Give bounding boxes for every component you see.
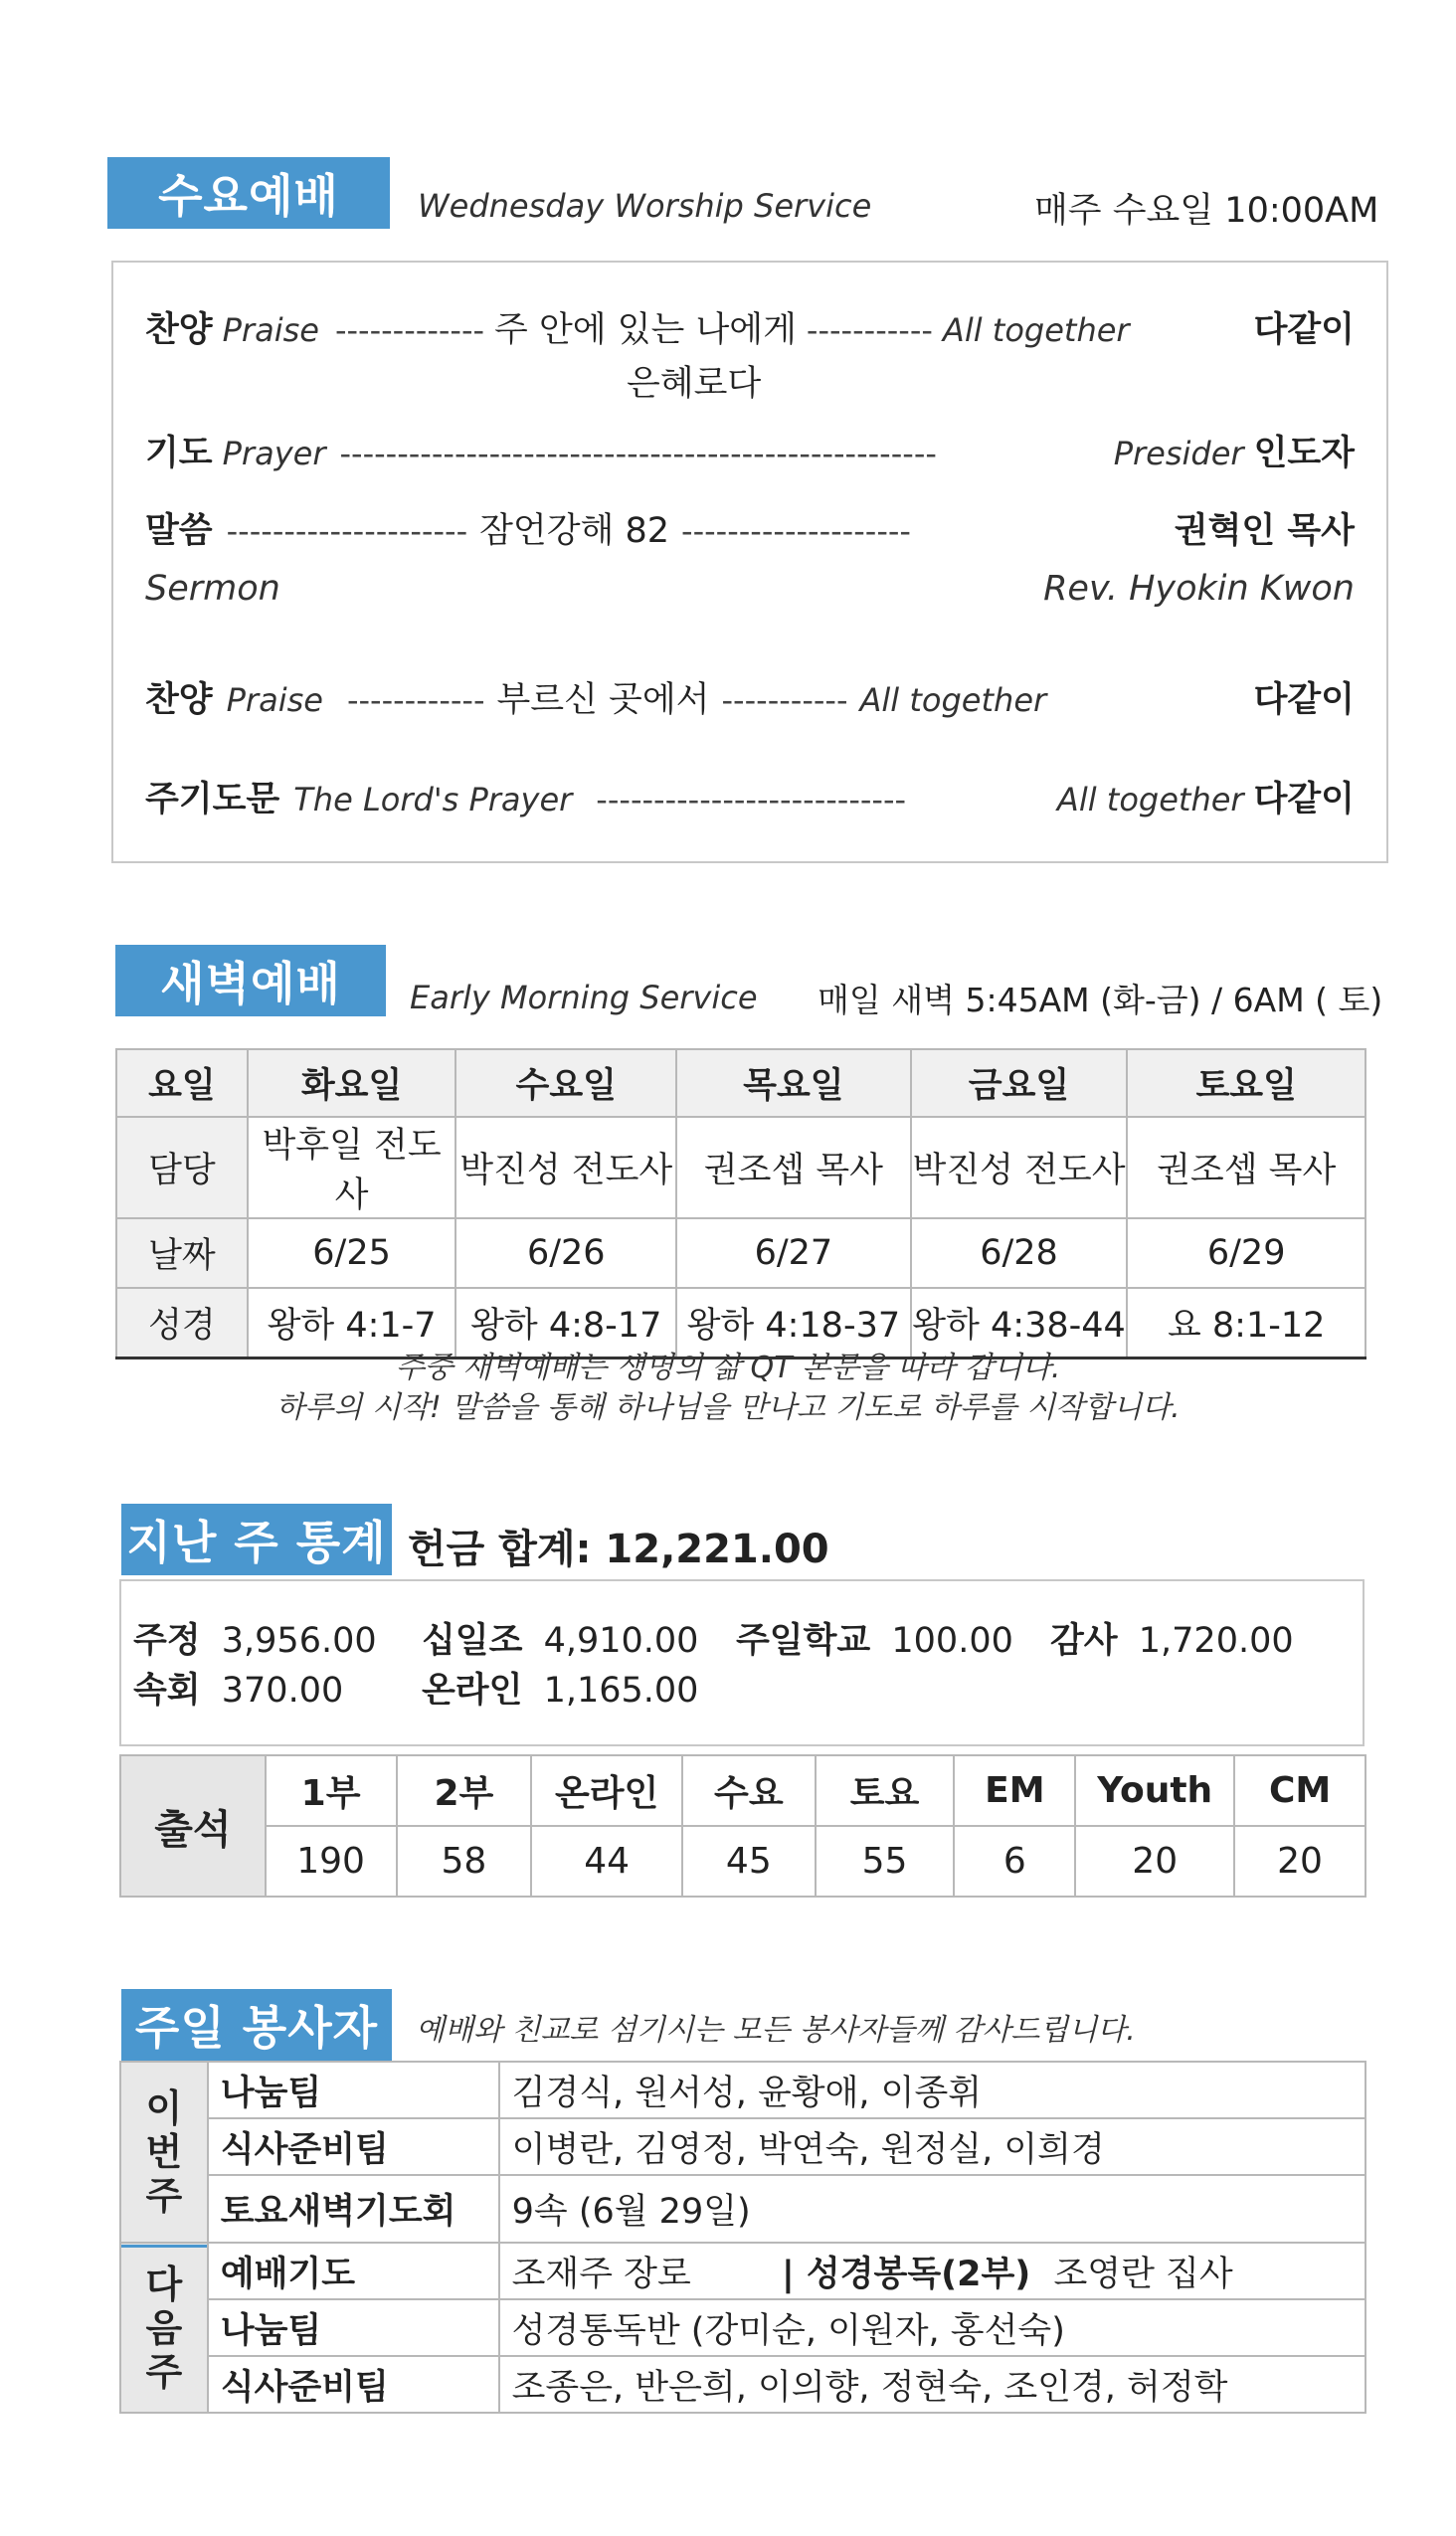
offering-label: 십일조 <box>422 1621 523 1661</box>
scripture-reader: 조영란 집사 <box>1053 2254 1233 2294</box>
table-row <box>120 2243 1365 2299</box>
table-cell: 권조셉 목사 <box>676 1117 911 1218</box>
order-label-en: Praise <box>226 681 323 719</box>
team-name: 나눔팀 <box>208 2299 499 2356</box>
order-role-en: Presider <box>1113 435 1244 472</box>
table-cell: 20 <box>1234 1826 1365 1897</box>
dash-leader: -------------------- <box>681 512 911 550</box>
dawn-note-1: 주중 새벽예배는 생명의 삶 QT 본문을 따라 갑니다. <box>395 1351 1061 1385</box>
order-row-prayer <box>145 426 1355 475</box>
table-cell: 190 <box>266 1826 397 1897</box>
header-cell: Youth <box>1075 1755 1234 1826</box>
this-week-label <box>120 2062 208 2243</box>
header-cell: EM <box>954 1755 1075 1826</box>
team-members: 성경통독반 (강미순, 이원자, 홍선숙) <box>499 2299 1365 2356</box>
table-cell: 20 <box>1075 1826 1234 1897</box>
stats-title: 지난 주 통계 <box>121 1504 392 1575</box>
order-role: 다같이 <box>1253 780 1355 819</box>
dash-leader: ----------- <box>806 311 933 349</box>
offering-value: 1,165.00 <box>543 1671 699 1711</box>
offering-value: 1,720.00 <box>1138 1621 1294 1661</box>
table-header-row <box>116 1049 1365 1117</box>
offering-label: 주일학교 <box>736 1621 871 1661</box>
hymn-title: 주 안에 있는 나에게 <box>494 310 797 350</box>
order-role-en: All together <box>942 311 1130 349</box>
label-char: 음 <box>145 2305 183 2350</box>
order-label-en: Prayer <box>222 435 326 472</box>
team-members: 이병란, 김영정, 박연숙, 원정실, 이희경 <box>499 2118 1365 2175</box>
offering-item <box>133 1613 377 1663</box>
order-row-sermon-en <box>145 569 1355 609</box>
table-cell: 58 <box>397 1826 532 1897</box>
header-cell: 토요 <box>816 1755 955 1826</box>
header-cell: 수요일 <box>455 1049 676 1117</box>
dawn-schedule-table <box>115 1048 1366 1359</box>
table-cell: 왕하 4:38-44 <box>911 1288 1128 1359</box>
table-cell: 박후일 전도사 <box>248 1117 456 1218</box>
offering-label: 온라인 <box>422 1671 523 1711</box>
team-name: 예배기도 <box>208 2243 499 2299</box>
label-char: 이 <box>145 2086 183 2130</box>
table-row <box>120 2299 1365 2356</box>
table-row <box>120 2062 1365 2118</box>
volunteers-subtitle: 예배와 친교로 섬기시는 모든 봉사자들께 감사드립니다. <box>416 2013 1136 2048</box>
table-row <box>120 2118 1365 2175</box>
offering-item <box>422 1613 698 1663</box>
sermon-title: 잠언강해 82 <box>479 511 670 551</box>
dash-leader: --------------------------- <box>596 781 907 818</box>
table-cell: 6 <box>954 1826 1075 1897</box>
order-row-praise-2 <box>145 672 1355 722</box>
order-label: 찬양 <box>145 680 213 720</box>
table-cell: 요 8:1-12 <box>1127 1288 1365 1359</box>
offering-item <box>1050 1613 1294 1663</box>
section-divider <box>121 2245 207 2248</box>
offering-label: 속회 <box>133 1671 201 1711</box>
volunteers-title: 주일 봉사자 <box>121 1989 392 2061</box>
table-row <box>120 2175 1365 2243</box>
table-cell: 6/29 <box>1127 1218 1365 1288</box>
attendance-label: 출석 <box>120 1755 266 1897</box>
offering-label: 주정 <box>133 1621 201 1661</box>
table-cell: 55 <box>816 1826 955 1897</box>
header-cell: 온라인 <box>531 1755 682 1826</box>
order-label: 찬양 <box>145 310 213 350</box>
table-cell: 6/28 <box>911 1218 1128 1288</box>
label-char: 다 <box>145 2262 183 2306</box>
dash-leader: ------------- <box>334 311 485 349</box>
attendance-table <box>119 1754 1366 1898</box>
table-cell: 6/26 <box>455 1218 676 1288</box>
table-cell: 45 <box>682 1826 816 1897</box>
order-role: 다같이 <box>1253 310 1355 350</box>
table-cell: 6/27 <box>676 1218 911 1288</box>
table-cell: 44 <box>531 1826 682 1897</box>
dawn-title: 새벽예배 <box>115 945 386 1016</box>
order-label: 주기도문 <box>145 780 280 819</box>
order-role-en: All together <box>1056 781 1244 818</box>
row-label: 담당 <box>116 1117 248 1218</box>
volunteers-table <box>119 2061 1366 2414</box>
prayer-leader: 조재주 장로 <box>511 2254 691 2294</box>
offering-item <box>422 1663 698 1713</box>
row-label: 성경 <box>116 1288 248 1359</box>
order-label-en: The Lord's Prayer <box>293 781 573 818</box>
hymn-title-continued: 은혜로다 <box>627 364 762 404</box>
offering-value: 3,956.00 <box>221 1621 377 1661</box>
scripture-reading-label: | 성경봉독(2부) <box>781 2254 1031 2294</box>
team-members: 김경식, 원서성, 윤황애, 이종휘 <box>499 2062 1365 2118</box>
table-cell: 권조셉 목사 <box>1127 1117 1365 1218</box>
preacher-en: Rev. Hyokin Kwon <box>1043 569 1355 609</box>
table-cell: 6/25 <box>248 1218 456 1288</box>
preacher: 권혁인 목사 <box>1174 511 1355 551</box>
table-row <box>116 1218 1365 1288</box>
dash-leader: ------------ <box>346 681 485 719</box>
order-label: 기도 <box>145 434 213 473</box>
offering-label: 감사 <box>1050 1621 1118 1661</box>
team-name: 식사준비팀 <box>208 2356 499 2413</box>
dash-leader: ---------------------------------------------------- <box>339 435 937 472</box>
wednesday-subtitle: Wednesday Worship Service <box>418 187 872 225</box>
table-cell: 박진성 전도사 <box>911 1117 1128 1218</box>
order-role-en: All together <box>859 681 1047 719</box>
next-week-label <box>120 2243 208 2413</box>
header-cell: 토요일 <box>1127 1049 1365 1117</box>
dash-leader: ----------- <box>721 681 848 719</box>
team-members: 9속 (6월 29일) <box>499 2175 1365 2243</box>
header-cell: 금요일 <box>911 1049 1128 1117</box>
offering-value: 100.00 <box>891 1621 1013 1661</box>
wednesday-title: 수요예배 <box>107 157 390 229</box>
team-members: 조종은, 반은희, 이의향, 정현숙, 조인경, 허정학 <box>499 2356 1365 2413</box>
label-char: 주 <box>145 2174 183 2218</box>
dawn-time: 매일 새벽 5:45AM (화-금) / 6AM ( 토) <box>818 981 1383 1019</box>
offering-value: 370.00 <box>221 1671 344 1711</box>
attendance-header-row <box>120 1755 1365 1826</box>
header-cell: 2부 <box>397 1755 532 1826</box>
attendance-value-row <box>120 1826 1365 1897</box>
table-cell: 왕하 4:8-17 <box>455 1288 676 1359</box>
dawn-subtitle: Early Morning Service <box>410 979 758 1016</box>
order-role: 인도자 <box>1253 434 1355 473</box>
table-row <box>116 1117 1365 1218</box>
header-cell: 목요일 <box>676 1049 911 1117</box>
order-label-en: Praise <box>222 311 319 349</box>
header-cell: CM <box>1234 1755 1365 1826</box>
team-members <box>499 2243 1365 2299</box>
table-cell: 박진성 전도사 <box>455 1117 676 1218</box>
order-row-sermon <box>145 503 1355 553</box>
header-cell: 화요일 <box>248 1049 456 1117</box>
header-cell: 요일 <box>116 1049 248 1117</box>
table-cell: 왕하 4:18-37 <box>676 1288 911 1359</box>
order-role: 다같이 <box>1253 680 1355 720</box>
order-label: 말씀 <box>145 511 213 551</box>
sermon-label-en: Sermon <box>145 569 280 609</box>
dawn-note-2: 하루의 시작! 말씀을 통해 하나님을 만나고 기도로 하루를 시작합니다. <box>275 1390 1181 1425</box>
team-name: 토요새벽기도회 <box>208 2175 499 2243</box>
hymn-title: 부르신 곳에서 <box>496 680 710 720</box>
offering-value: 4,910.00 <box>543 1621 699 1661</box>
team-name: 나눔팀 <box>208 2062 499 2118</box>
order-row-lords-prayer <box>145 772 1355 821</box>
label-char: 번 <box>145 2130 183 2174</box>
table-cell: 왕하 4:1-7 <box>248 1288 456 1359</box>
row-label: 날짜 <box>116 1218 248 1288</box>
order-row-praise-1 <box>145 302 1355 352</box>
header-cell: 수요 <box>682 1755 816 1826</box>
wednesday-time: 매주 수요일 10:00AM <box>1034 191 1379 231</box>
team-name: 식사준비팀 <box>208 2118 499 2175</box>
offering-item <box>736 1613 1013 1663</box>
dash-leader: --------------------- <box>226 512 468 550</box>
offering-item <box>133 1663 343 1713</box>
offering-total: 헌금 합계: 12,221.00 <box>408 1527 829 1572</box>
header-cell: 1부 <box>266 1755 397 1826</box>
table-row <box>120 2356 1365 2413</box>
label-char: 주 <box>145 2349 183 2394</box>
